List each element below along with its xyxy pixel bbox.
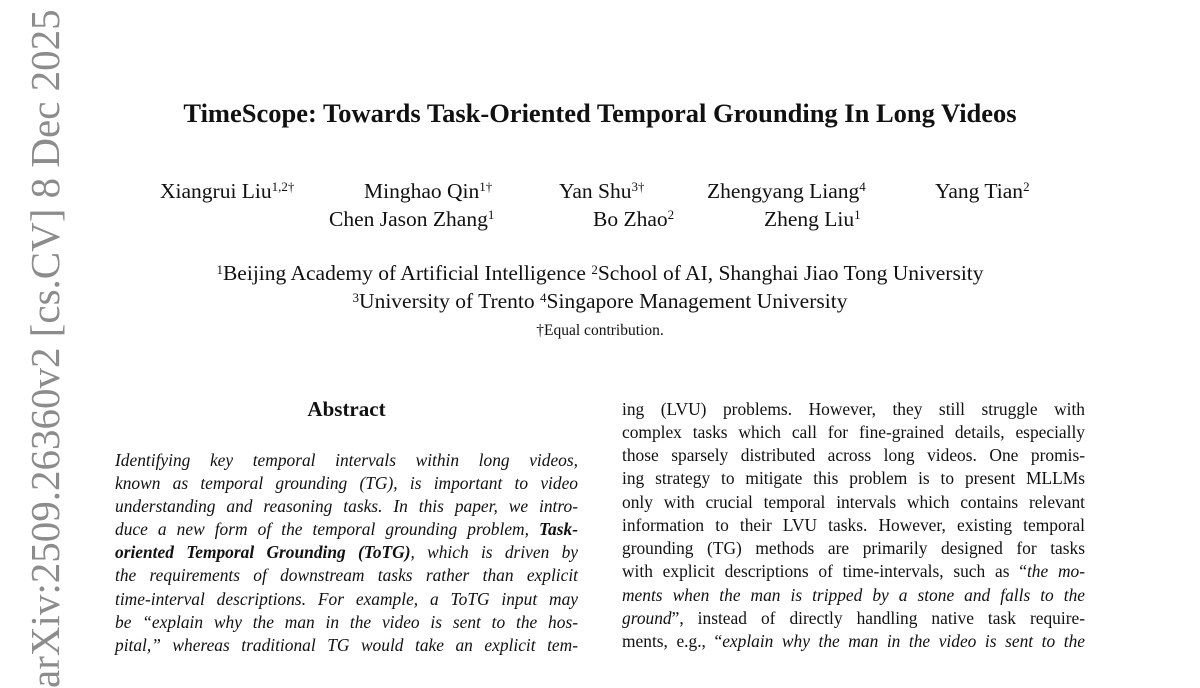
paper-title: TimeScope: Towards Task-Oriented Temporal Grounding In Long Videos bbox=[183, 98, 1017, 128]
affiliation-sup: 1 bbox=[216, 262, 223, 277]
intro-line bbox=[622, 563, 1085, 580]
author-name: Zhengyang Liang bbox=[707, 179, 860, 203]
abstract-line bbox=[115, 544, 578, 561]
intro-line-text: with explicit descriptions of time-intervals, such as “ bbox=[622, 561, 1027, 581]
intro-line-text: ments, e.g., “ bbox=[622, 631, 723, 651]
abstract-line-bold: Task- bbox=[539, 519, 578, 539]
intro-line: those sparsely distributed across long videos. One promis- bbox=[622, 445, 1085, 465]
equal-contribution-note: †Equal contribution. bbox=[536, 322, 664, 339]
affiliation-sup: 4 bbox=[540, 290, 547, 305]
abstract-line bbox=[115, 521, 578, 538]
author-sup: 2 bbox=[1023, 179, 1030, 194]
intro-line: ing (LVU) problems. However, they still struggle with bbox=[622, 399, 1085, 419]
affiliation-text: School of AI, Shanghai Jiao Tong University bbox=[597, 261, 984, 285]
author-sup: 4 bbox=[859, 179, 866, 194]
intro-line-italic: the mo- bbox=[1026, 561, 1086, 581]
author bbox=[593, 209, 674, 231]
author-sup: 1† bbox=[479, 179, 493, 194]
intro-line-italic: explain why the man in the video is sent to the bbox=[722, 631, 1085, 651]
abstract-line: Identifying key temporal intervals within long videos, bbox=[115, 450, 578, 470]
affiliation-sup: 2 bbox=[591, 262, 598, 277]
intro-line: grounding (TG) methods are primarily designed for tasks bbox=[622, 538, 1085, 558]
author bbox=[160, 181, 294, 203]
affiliation-text: University of Trento bbox=[359, 289, 541, 313]
author-sup: 1,2† bbox=[271, 179, 295, 194]
intro-line bbox=[622, 587, 1085, 604]
affiliation-text: Beijing Academy of Artificial Intelligence bbox=[222, 261, 592, 285]
intro-line-italic: ments when the man is tripped by a stone and falls to the bbox=[622, 585, 1085, 605]
author-name: Yan Shu bbox=[559, 179, 632, 203]
author-name: Yang Tian bbox=[935, 179, 1024, 203]
intro-line: information to their LVU tasks. However, existing temporal bbox=[622, 515, 1085, 535]
author-sup: 1 bbox=[487, 207, 495, 222]
author-name: Chen Jason Zhang bbox=[329, 207, 488, 231]
abstract-line: understanding and reasoning tasks. In this paper, we intro- bbox=[115, 496, 578, 516]
author-sup: 3† bbox=[631, 179, 645, 194]
author bbox=[764, 209, 861, 231]
arxiv-stamp bbox=[22, 9, 72, 688]
abstract-line-text: duce a new form of the temporal grounding problem, bbox=[115, 519, 540, 539]
intro-line-text: ”, instead of directly handling native task require- bbox=[671, 608, 1085, 628]
arxiv-stamp-text: arXiv:2509.26360v2 [cs.CV] 8 Dec 2025 bbox=[22, 9, 68, 688]
intro-line-italic: ground bbox=[622, 608, 672, 628]
author bbox=[707, 181, 866, 203]
affiliation-text: Singapore Management University bbox=[546, 289, 848, 313]
abstract-line: be “explain why the man in the video is sent to the hos- bbox=[115, 612, 578, 632]
affiliation-line bbox=[0, 291, 1200, 313]
abstract-heading: Abstract bbox=[307, 397, 386, 421]
abstract-line: time-interval descriptions. For example, a ToTG input may bbox=[115, 589, 578, 609]
author bbox=[329, 209, 494, 231]
intro-line: only with crucial temporal intervals which contains relevant bbox=[622, 492, 1085, 512]
author-sup: 1 bbox=[854, 207, 861, 222]
author-name: Bo Zhao bbox=[593, 207, 668, 231]
author bbox=[935, 181, 1030, 203]
author-sup: 2 bbox=[667, 207, 675, 222]
author-name: Minghao Qin bbox=[364, 179, 480, 203]
intro-line: ing strategy to mitigate this problem is to present MLLMs bbox=[622, 468, 1085, 488]
intro-line bbox=[622, 610, 1085, 627]
affiliation-sup: 3 bbox=[352, 290, 360, 305]
abstract-line-text: , which is driven by bbox=[410, 542, 578, 562]
abstract-line: known as temporal grounding (TG), is important to video bbox=[115, 473, 578, 493]
intro-line bbox=[622, 633, 1085, 650]
abstract-line: the requirements of downstream tasks rather than explicit bbox=[115, 565, 578, 585]
intro-line: complex tasks which call for fine-grained details, especially bbox=[622, 422, 1085, 442]
author-name: Xiangrui Liu bbox=[160, 179, 272, 203]
author bbox=[559, 181, 645, 203]
affiliation-line bbox=[0, 263, 1200, 285]
author bbox=[364, 181, 492, 203]
author-name: Zheng Liu bbox=[764, 207, 855, 231]
abstract-line-bold: oriented Temporal Grounding (ToTG) bbox=[115, 542, 411, 562]
abstract-line: pital,” whereas traditional TG would take an explicit tem- bbox=[115, 635, 578, 655]
